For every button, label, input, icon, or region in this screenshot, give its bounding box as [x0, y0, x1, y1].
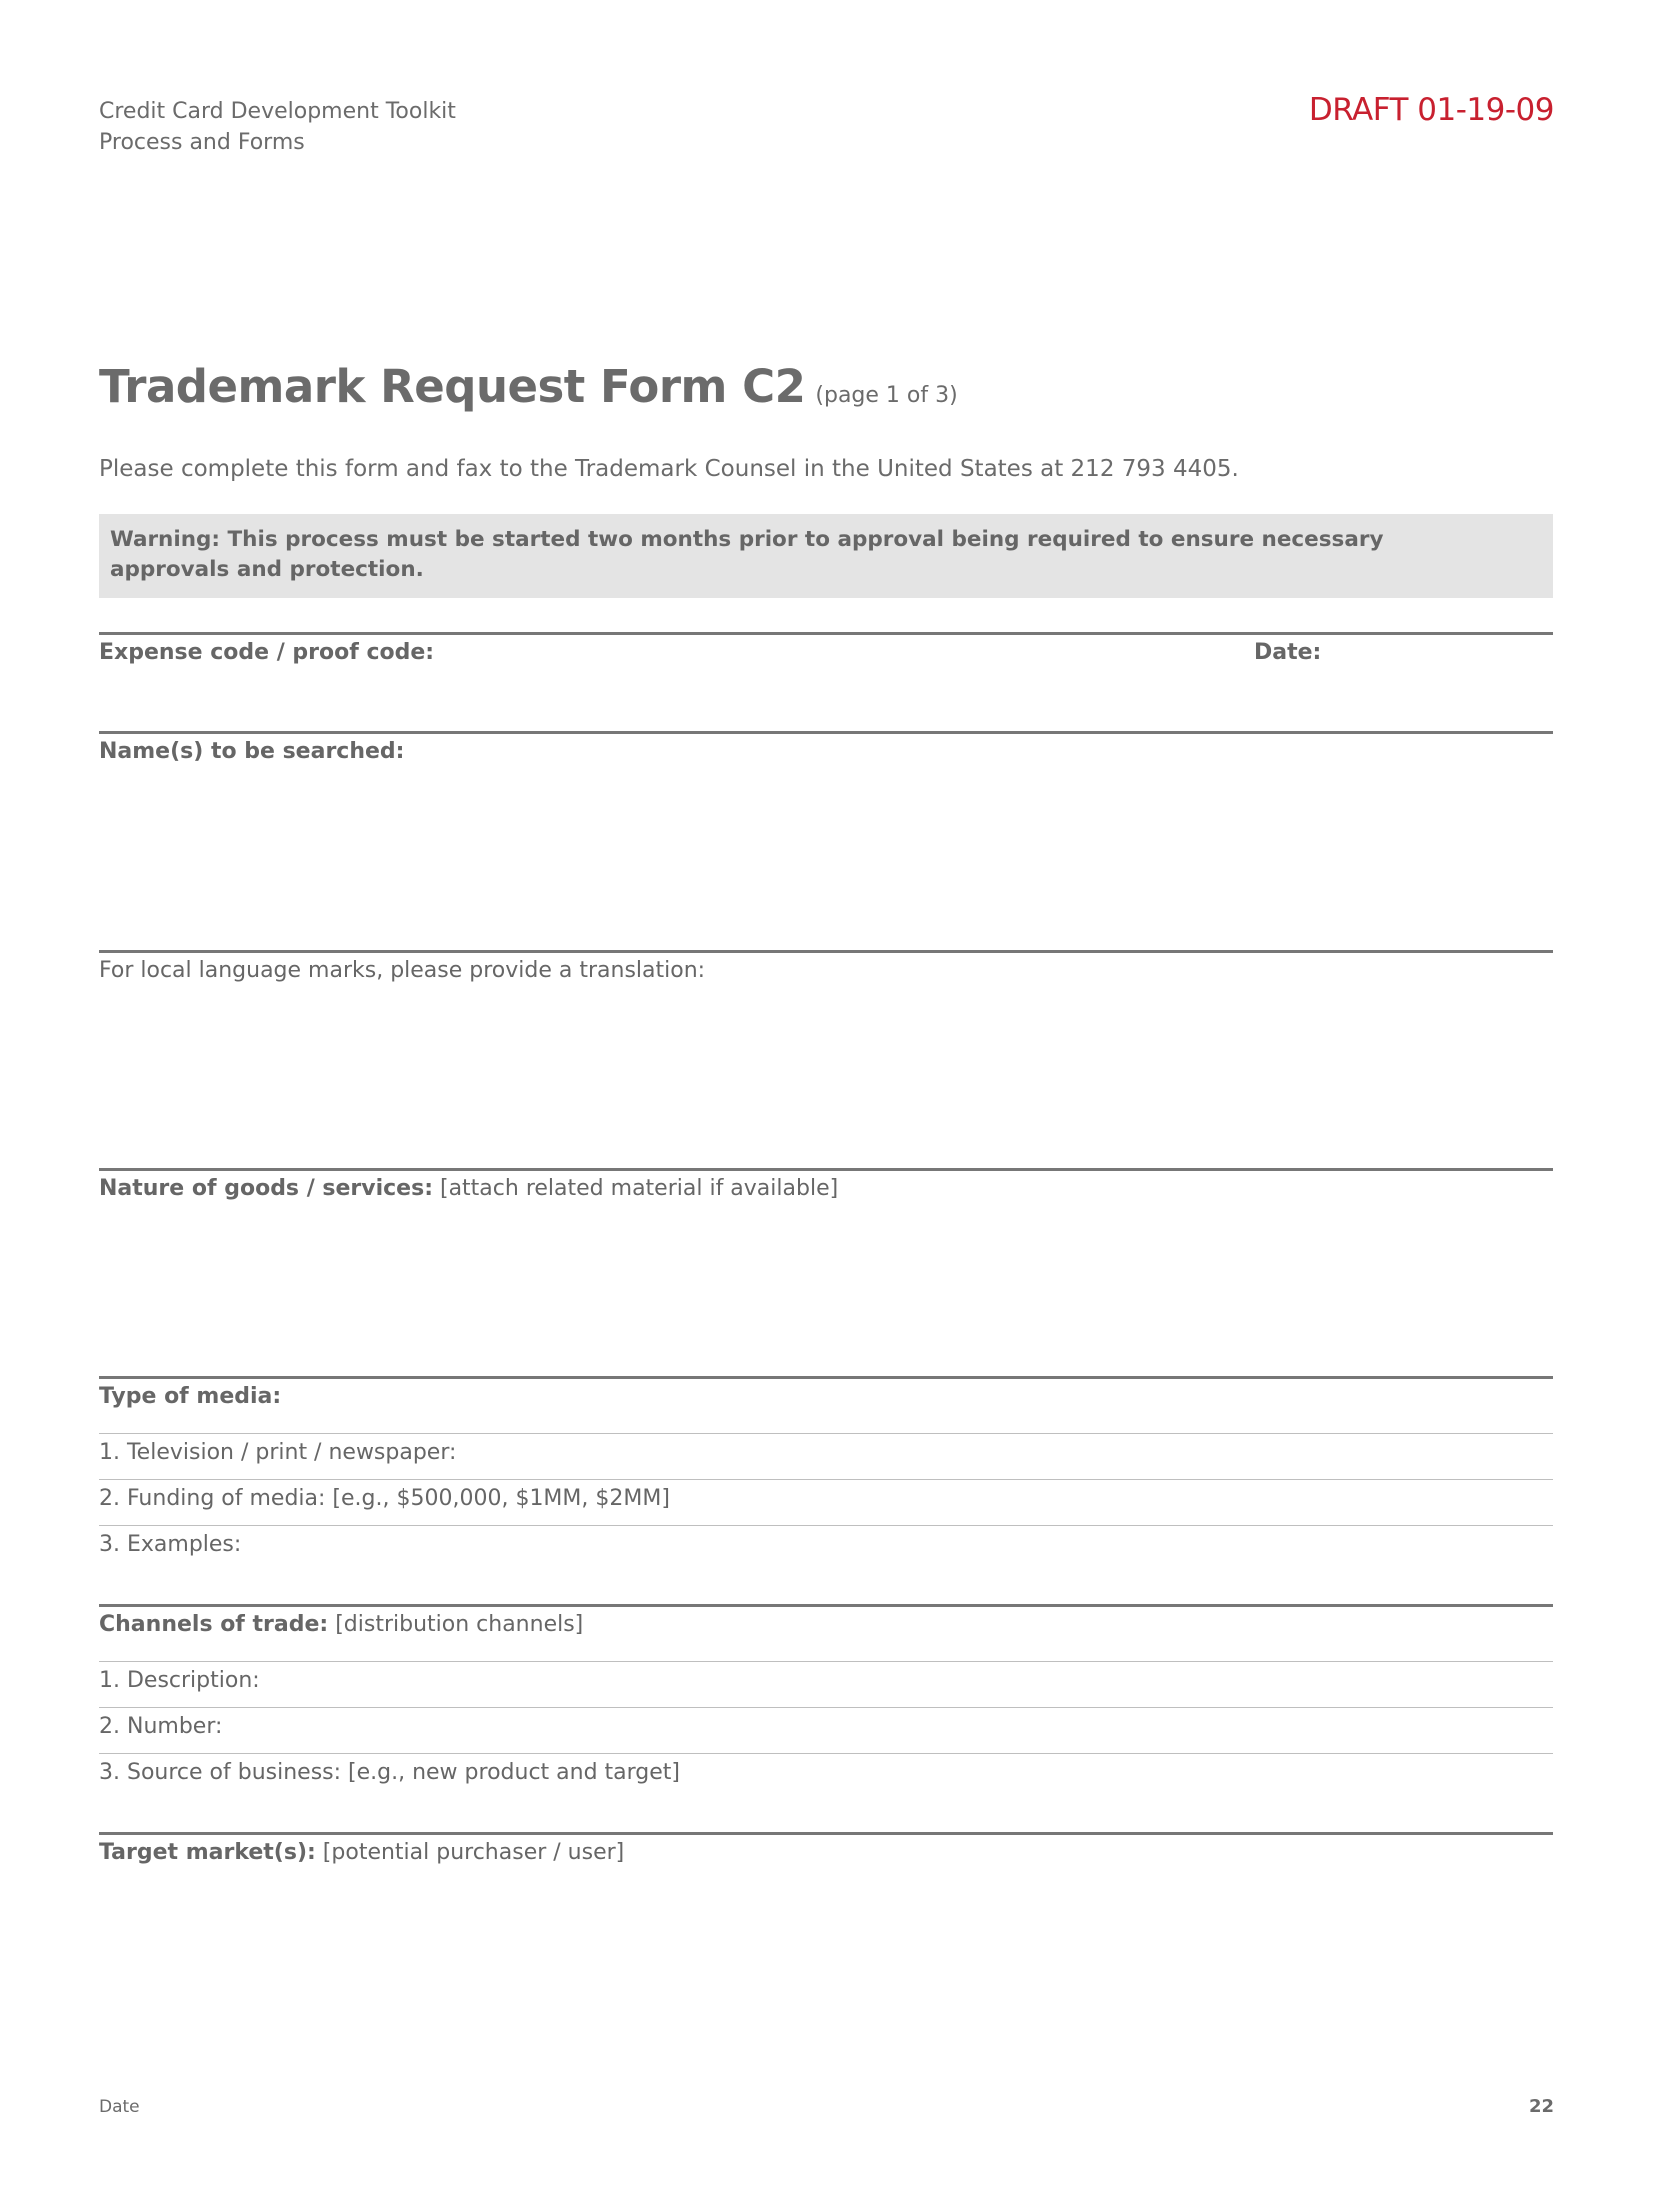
header-line-toolkit: Credit Card Development Toolkit — [99, 99, 456, 124]
channel-item-number[interactable]: 2. Number: — [99, 1714, 223, 1739]
target-market-field[interactable] — [99, 1840, 624, 1865]
nature-of-goods-note: [attach related material if available] — [433, 1176, 839, 1201]
section-divider — [99, 1168, 1553, 1171]
media-item-funding[interactable]: 2. Funding of media: [e.g., $500,000, $1MM, $2MM] — [99, 1486, 670, 1511]
page-indicator: (page 1 of 3) — [815, 383, 958, 408]
translation-field[interactable]: For local language marks, please provide a translation: — [99, 958, 706, 983]
section-divider — [99, 1376, 1553, 1379]
footer-date: Date — [99, 2097, 140, 2117]
channels-of-trade-label: Channels of trade: — [99, 1612, 329, 1637]
row-divider — [99, 1433, 1553, 1434]
row-divider — [99, 1753, 1553, 1754]
warning-line-1: Warning: This process must be started two months prior to approval being required to ensure necessary — [110, 527, 1384, 552]
section-divider — [99, 1604, 1553, 1607]
channel-item-description[interactable]: 1. Description: — [99, 1668, 260, 1693]
intro-text: Please complete this form and fax to the Trademark Counsel in the United States at 212 793 4405. — [99, 456, 1239, 482]
section-divider — [99, 1832, 1553, 1835]
section-divider — [99, 950, 1553, 953]
document-header — [99, 96, 456, 158]
target-market-label: Target market(s): — [99, 1840, 316, 1865]
warning-line-2: approvals and protection. — [110, 557, 424, 582]
channels-of-trade-note: [distribution channels] — [328, 1612, 584, 1637]
nature-of-goods-label: Nature of goods / services: — [99, 1176, 433, 1201]
media-item-examples[interactable]: 3. Examples: — [99, 1532, 242, 1557]
target-market-note: [potential purchaser / user] — [315, 1840, 625, 1865]
section-divider — [99, 632, 1553, 635]
media-item-television[interactable]: 1. Television / print / newspaper: — [99, 1440, 457, 1465]
section-divider — [99, 731, 1553, 734]
date-field[interactable]: Date: — [1254, 640, 1322, 665]
nature-of-goods-field[interactable] — [99, 1176, 838, 1201]
channel-item-source[interactable]: 3. Source of business: [e.g., new product and target] — [99, 1760, 681, 1785]
row-divider — [99, 1661, 1553, 1662]
header-line-process: Process and Forms — [99, 130, 305, 155]
names-to-search-field[interactable]: Name(s) to be searched: — [99, 739, 405, 764]
form-title-row — [99, 360, 958, 413]
channels-of-trade-heading — [99, 1612, 583, 1637]
form-title: Trademark Request Form C2 — [99, 360, 806, 413]
draft-stamp: DRAFT 01-19-09 — [1308, 92, 1554, 128]
warning-box — [99, 514, 1553, 598]
expense-code-field[interactable]: Expense code / proof code: — [99, 640, 435, 665]
row-divider — [99, 1479, 1553, 1480]
row-divider — [99, 1707, 1553, 1708]
page-number: 22 — [1528, 2096, 1554, 2117]
type-of-media-heading: Type of media: — [99, 1384, 282, 1409]
row-divider — [99, 1525, 1553, 1526]
